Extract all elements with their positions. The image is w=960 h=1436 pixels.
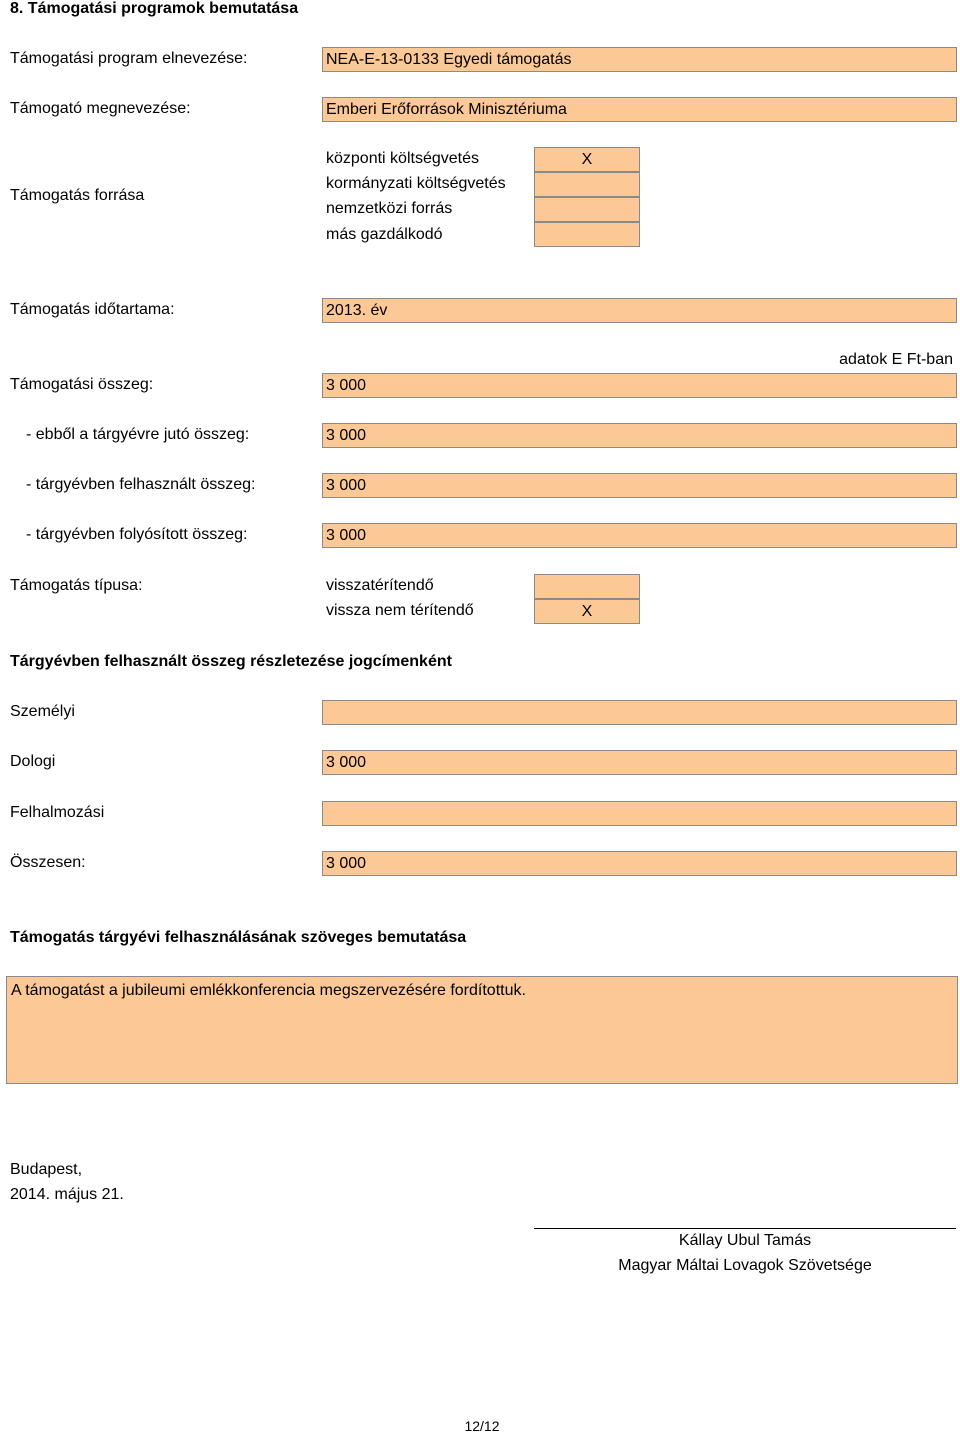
source-checkbox-international[interactable] <box>534 197 640 222</box>
section-title: 8. Támogatási programok bemutatása <box>10 0 299 17</box>
support-type-option-repayable: visszatérítendő <box>326 577 434 594</box>
page-number: 12/12 <box>464 1418 500 1434</box>
program-name-field[interactable]: NEA-E-13-0133 Egyedi támogatás <box>322 47 957 72</box>
breakdown-capital-field[interactable] <box>322 801 957 826</box>
description-textarea[interactable]: A támogatást a jubileumi emlékkonferencia megszervezésére fordítottuk. <box>6 976 958 1084</box>
breakdown-capital-label: Felhalmozási <box>10 804 105 821</box>
support-type-label: Támogatás típusa: <box>10 577 143 594</box>
signatory-name: Kállay Ubul Tamás <box>678 1232 812 1249</box>
source-option-other-business: más gazdálkodó <box>326 226 443 243</box>
source-option-central-budget: központi költségvetés <box>326 150 479 167</box>
breakdown-total-field[interactable]: 3 000 <box>322 851 957 876</box>
support-type-checkbox-non-repayable[interactable]: X <box>534 599 640 624</box>
support-type-checkbox-repayable[interactable] <box>534 574 640 599</box>
source-option-international: nemzetközi forrás <box>326 200 453 217</box>
source-checkbox-other-business[interactable] <box>534 222 640 247</box>
date: 2014. május 21. <box>10 1186 124 1203</box>
amount-paid-field[interactable]: 3 000 <box>322 523 957 548</box>
amount-field[interactable]: 3 000 <box>322 373 957 398</box>
duration-label: Támogatás időtartama: <box>10 301 175 318</box>
breakdown-personnel-label: Személyi <box>10 703 75 720</box>
signature-line <box>534 1228 956 1229</box>
supporter-label: Támogató megnevezése: <box>10 100 191 117</box>
description-title: Támogatás tárgyévi felhasználásának szöveges bemutatása <box>10 929 467 946</box>
amount-used-label: - tárgyévben felhasznált összeg: <box>26 476 256 493</box>
amount-used-field[interactable]: 3 000 <box>322 473 957 498</box>
amount-label: Támogatási összeg: <box>10 376 154 393</box>
breakdown-total-label: Összesen: <box>10 854 86 871</box>
breakdown-material-field[interactable]: 3 000 <box>322 750 957 775</box>
breakdown-material-label: Dologi <box>10 753 56 770</box>
amount-current-year-field[interactable]: 3 000 <box>322 423 957 448</box>
units-note: adatok E Ft-ban <box>839 351 953 368</box>
support-type-option-non-repayable: vissza nem térítendő <box>326 602 474 619</box>
duration-field[interactable]: 2013. év <box>322 298 957 323</box>
signatory-organization: Magyar Máltai Lovagok Szövetsége <box>618 1257 872 1274</box>
source-label: Támogatás forrása <box>10 187 145 204</box>
source-checkbox-government-budget[interactable] <box>534 172 640 197</box>
source-checkbox-central-budget[interactable]: X <box>534 147 640 172</box>
source-option-government-budget: kormányzati költségvetés <box>326 175 506 192</box>
program-name-label: Támogatási program elnevezése: <box>10 50 248 67</box>
place: Budapest, <box>10 1161 83 1178</box>
breakdown-personnel-field[interactable] <box>322 700 957 725</box>
breakdown-title: Tárgyévben felhasznált összeg részletezése jogcímenként <box>10 653 452 670</box>
amount-current-year-label: - ebből a tárgyévre jutó összeg: <box>26 426 250 443</box>
amount-paid-label: - tárgyévben folyósított összeg: <box>26 526 248 543</box>
supporter-field[interactable]: Emberi Erőforrások Minisztériuma <box>322 97 957 122</box>
